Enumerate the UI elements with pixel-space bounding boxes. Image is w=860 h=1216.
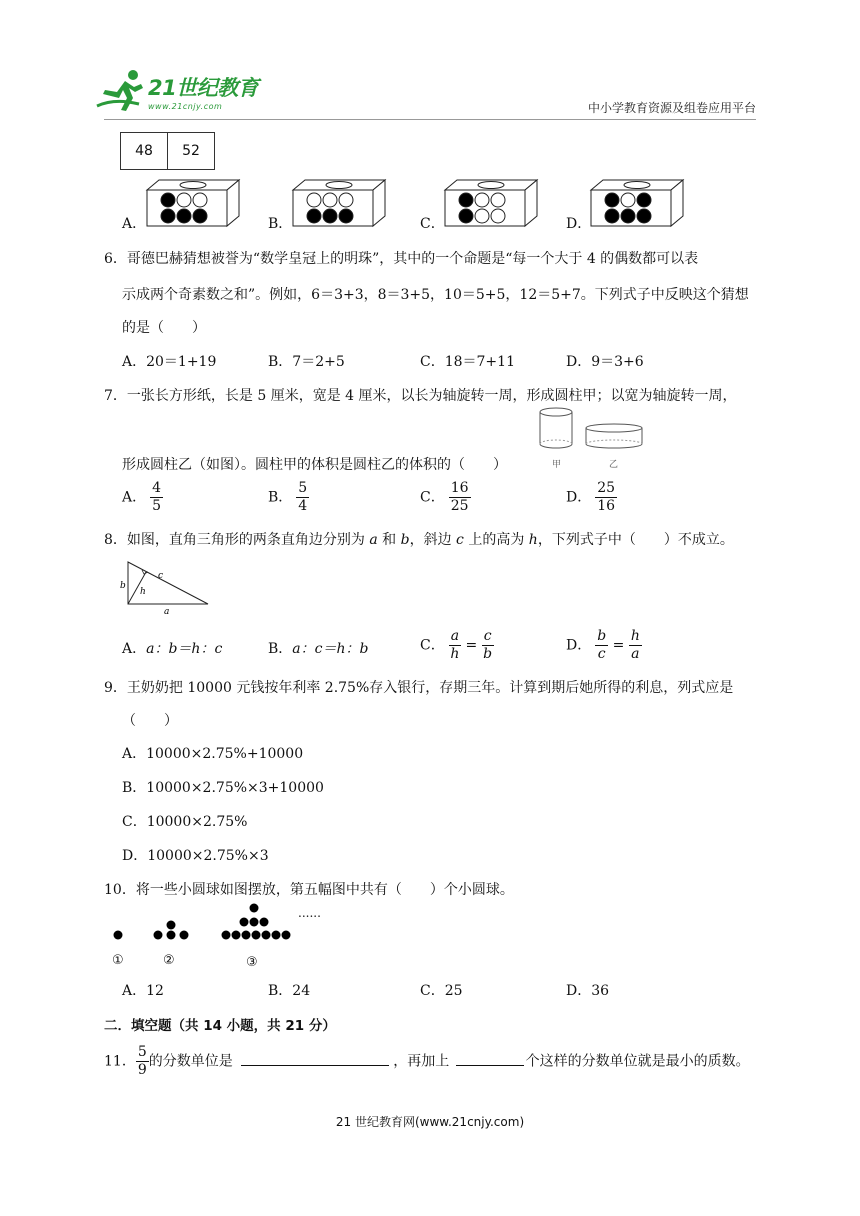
label-b: b [120, 581, 126, 591]
numerator: 16 [450, 480, 469, 496]
score-table [120, 132, 215, 170]
q6-option-c[interactable]: C．18＝7+11 [420, 354, 515, 370]
fraction [449, 480, 471, 515]
q7-line2: 形成圆柱乙（如图）。圆柱甲的体积是圆柱乙的体积的（ ） [122, 457, 507, 473]
q5-option-label[interactable]: A． [122, 216, 147, 232]
figure-label-yi: 乙 [609, 460, 619, 470]
small-ball [167, 921, 176, 930]
black-ball [637, 209, 651, 223]
q8-line1 [104, 529, 734, 549]
denominator: 5 [152, 498, 162, 514]
numerator: 5 [298, 480, 308, 496]
white-ball [323, 193, 337, 207]
box-hole [624, 182, 650, 189]
white-ball [475, 193, 489, 207]
ellipsis: ...... [298, 906, 321, 920]
black-ball [637, 193, 651, 207]
fraction [136, 1044, 149, 1079]
fraction [449, 628, 461, 663]
option-label: C． [420, 637, 445, 654]
small-ball [154, 931, 163, 940]
small-ball [252, 931, 261, 940]
box-hole [478, 182, 504, 189]
fraction [150, 480, 163, 515]
label-c: c [158, 571, 164, 581]
denominator: b [483, 646, 493, 662]
q7-option-d[interactable] [566, 480, 617, 515]
figure-label-3: ③ [246, 955, 258, 970]
black-ball [193, 209, 207, 223]
fraction [296, 480, 309, 515]
option-label: B． [268, 489, 293, 506]
q8-text: ，斜边 [409, 532, 452, 548]
q7-option-a[interactable] [122, 480, 163, 515]
page-footer: 21 世纪教育网(www.21cnjy.com) [335, 1115, 525, 1129]
section-heading: 二．填空题（共 14 小题，共 21 分） [104, 1018, 336, 1034]
q6-line1: 6．哥德巴赫猜想被誉为“数学皇冠上的明珠”，其中的一个命题是“每一个大于 4 的偶数都可以表 [104, 251, 699, 267]
white-ball [475, 209, 489, 223]
white-ball [339, 193, 353, 207]
black-ball [177, 209, 191, 223]
denominator: a [631, 646, 640, 662]
q11-text: 的分数单位是 [148, 1053, 233, 1070]
black-ball [459, 209, 473, 223]
q8-text: ，下列式子中（ ）不成立。 [537, 532, 734, 548]
small-ball [262, 931, 271, 940]
label-h: h [140, 587, 146, 597]
small-ball [250, 904, 259, 913]
q8-var-b: b [400, 532, 410, 548]
platform-name: 中小学教育资源及组卷应用平台 [587, 101, 756, 115]
option-label: D． [566, 489, 592, 506]
white-ball [491, 209, 505, 223]
q5-option-label[interactable]: B． [268, 216, 293, 232]
denominator: 25 [450, 498, 469, 514]
q6-option-a[interactable]: A．20＝1+19 [122, 354, 217, 370]
box-hole [180, 182, 206, 189]
option-label: A． [122, 489, 147, 506]
figure-label-1: ① [112, 953, 124, 968]
numerator: h [630, 628, 640, 644]
black-ball [161, 193, 175, 207]
q8-option-c[interactable] [420, 628, 494, 663]
small-ball [282, 931, 291, 940]
small-ball [272, 931, 281, 940]
ball-box-figure [145, 178, 241, 228]
option-label: B． [268, 641, 293, 657]
q9-line2: （ ） [122, 713, 178, 729]
q7-line1: 7．一张长方形纸，长是 5 厘米，宽是 4 厘米，以长为轴旋转一周，形成圆柱甲；以宽为轴旋转一周， [104, 388, 737, 404]
small-ball [242, 931, 251, 940]
q10-option-b[interactable]: B．24 [268, 983, 311, 999]
black-ball [621, 209, 635, 223]
black-ball [339, 209, 353, 223]
small-ball [222, 931, 231, 940]
q6-line2: 示成两个奇素数之和”。例如，6＝3+3，8＝3+5，10＝5+5，12＝5+7。下列式子中反映这个猜想 [122, 287, 749, 303]
equals-sign: = [465, 637, 478, 654]
small-ball [167, 931, 176, 940]
q9-line1: 9．王奶奶把 10000 元钱按年利率 2.75%存入银行，存期三年。计算到期后她所得的利息，列式应是 [104, 680, 734, 696]
score-cell: 52 [168, 133, 215, 170]
q8-text: 和 [382, 532, 397, 548]
q9-option-b[interactable]: B．10000×2.75%×3+10000 [122, 780, 324, 796]
black-ball [605, 193, 619, 207]
denominator: 9 [137, 1062, 147, 1078]
small-ball [240, 918, 249, 927]
numerator: a [450, 628, 460, 644]
numerator: 4 [152, 480, 162, 496]
option-label: C． [420, 489, 445, 506]
ball-box-figure [443, 178, 539, 228]
ball-box-figure [589, 178, 685, 228]
denominator: c [597, 646, 606, 662]
q8-text: 8．如图，直角三角形的两条直角边分别为 [104, 532, 365, 548]
fraction [629, 628, 642, 663]
q11-text: ，再加上 [393, 1053, 450, 1070]
black-ball [161, 209, 175, 223]
black-ball [323, 209, 337, 223]
q9-option-d[interactable]: D．10000×2.75%×3 [122, 848, 269, 864]
small-ball [114, 931, 123, 940]
black-ball [605, 209, 619, 223]
black-ball [307, 209, 321, 223]
figure-label-jia: 甲 [552, 460, 562, 470]
q8-option-a[interactable] [122, 638, 222, 658]
right-triangle-figure [116, 558, 216, 616]
q11-text: 个这样的分数单位就是最小的质数。 [525, 1053, 750, 1070]
black-ball [459, 193, 473, 207]
answer-blank-2[interactable] [456, 1051, 524, 1066]
logo-url: www.21cnjy.com [148, 102, 223, 111]
header-divider [104, 119, 756, 120]
q8-var-a: a [369, 532, 378, 548]
q10-option-c[interactable]: C．25 [420, 983, 463, 999]
q6-line3: 的是（ ） [122, 320, 206, 336]
q8-text: 上的高为 [468, 532, 525, 548]
numerator: 25 [597, 480, 616, 496]
q8-option-b[interactable] [268, 638, 368, 658]
q7-option-b[interactable] [268, 480, 309, 515]
numerator: c [483, 628, 492, 644]
q5-option-label[interactable]: C． [420, 216, 445, 232]
q8-var-h: h [528, 532, 538, 548]
runner-icon [95, 68, 150, 116]
denominator: 16 [597, 498, 616, 514]
q11-line [104, 1044, 750, 1079]
ball-box-figure [291, 178, 387, 228]
fraction [482, 628, 494, 663]
cylinders-figure [534, 404, 646, 452]
answer-blank-1[interactable] [241, 1051, 389, 1066]
option-text: a：b＝h：c [146, 641, 223, 657]
q6-option-d[interactable]: D．9＝3+6 [566, 354, 644, 370]
small-ball [250, 918, 259, 927]
white-ball [621, 193, 635, 207]
equals-sign: = [612, 637, 625, 654]
white-ball [307, 193, 321, 207]
denominator: 4 [298, 498, 308, 514]
white-ball [491, 193, 505, 207]
label-a: a [164, 607, 170, 616]
fraction [595, 628, 608, 663]
q7-option-c[interactable] [420, 480, 471, 515]
q8-option-d[interactable] [566, 628, 642, 663]
option-label: A． [122, 641, 147, 657]
small-ball [260, 918, 269, 927]
option-text: a：c＝h：b [292, 641, 369, 657]
figure-label-2: ② [163, 953, 175, 968]
q8-var-c: c [456, 532, 464, 548]
q10-line1: 10．将一些小圆球如图摆放，第五幅图中共有（ ）个小圆球。 [104, 882, 514, 898]
q9-option-a[interactable]: A．10000×2.75%+10000 [122, 746, 304, 762]
white-ball [193, 193, 207, 207]
q10-option-a[interactable]: A．12 [122, 983, 164, 999]
white-ball [177, 193, 191, 207]
small-ball [180, 931, 189, 940]
denominator: h [450, 646, 460, 662]
fraction [595, 480, 617, 515]
logo-text: 21世纪教育 [148, 76, 259, 100]
numerator: b [597, 628, 607, 644]
q9-option-c[interactable]: C．10000×2.75% [122, 814, 248, 830]
question-number: 11． [104, 1053, 136, 1070]
score-cell: 48 [121, 133, 168, 170]
small-ball [232, 931, 241, 940]
q6-option-b[interactable]: B．7＝2+5 [268, 354, 345, 370]
option-label: D． [566, 637, 592, 654]
box-hole [326, 182, 352, 189]
ball-pattern-svg [108, 902, 298, 942]
numerator: 5 [137, 1044, 147, 1060]
q10-option-d[interactable]: D．36 [566, 983, 610, 999]
q5-option-label[interactable]: D． [566, 216, 592, 232]
